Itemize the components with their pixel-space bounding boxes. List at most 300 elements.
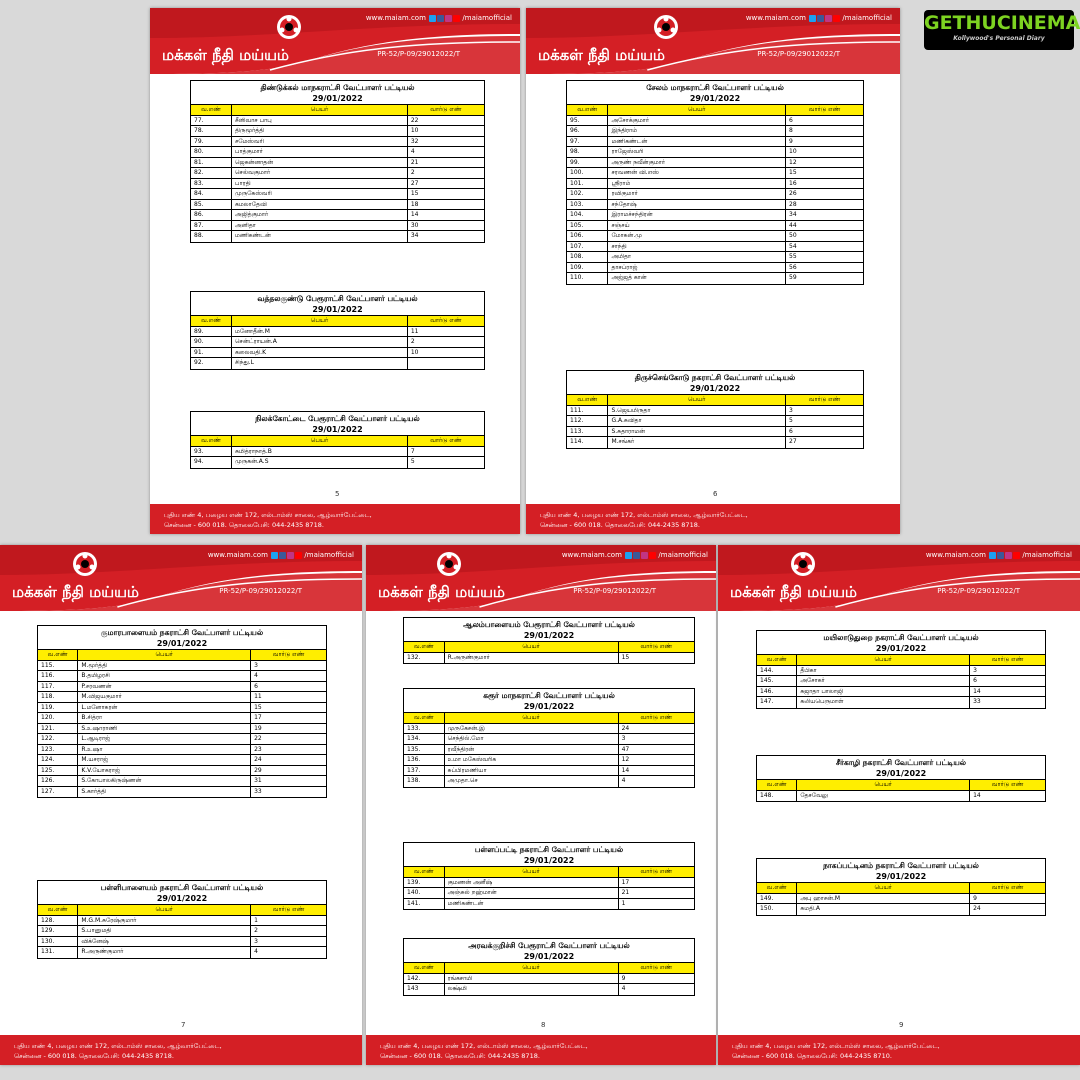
table-header-row: [757, 883, 1045, 894]
page-number: 5: [335, 490, 340, 498]
table-row: [567, 263, 863, 274]
reference-number: PR-52/P-09/29012022/T: [219, 587, 302, 595]
table-row: [191, 447, 484, 458]
table-row: [191, 168, 484, 179]
reference-number: PR-52/P-09/29012022/T: [573, 587, 656, 595]
footer-phone: சென்னை - 600 018. தொலைபேசி: 044-2435 8710.: [732, 1052, 892, 1060]
cell-name: உமா மகேஸ்வரிக: [445, 755, 619, 765]
table-row: [404, 984, 694, 995]
cell-sno: 99.: [567, 158, 608, 168]
cell-name: S.சுதாராமன்: [608, 427, 786, 437]
cell-name: அனிதா: [232, 221, 408, 231]
cell-sno: 80.: [191, 147, 232, 157]
page-number: 7: [181, 1021, 186, 1029]
col-sno: வ.எண்: [567, 395, 608, 405]
cell-sno: 121.: [38, 724, 78, 734]
table-header-row: [404, 867, 694, 878]
cell-sno: 127.: [38, 787, 78, 798]
cell-name: சீனிவாச பாபு: [232, 116, 408, 126]
cell-ward: 22: [254, 735, 262, 742]
cell-ward: 10: [410, 348, 419, 356]
twitter-icon: [625, 552, 632, 559]
cell-ward: 9: [789, 137, 793, 145]
col-sno: வ.எண்: [191, 105, 232, 115]
table-title: வத்தலகுண்டு பேரூராட்சி வேட்பாளர் பட்டியல்: [257, 294, 418, 303]
col-ward: வார்டு எண்: [640, 643, 673, 650]
table-row: [567, 437, 863, 448]
table-row: [38, 766, 326, 777]
table-row: [757, 687, 1045, 698]
cell-name: ரவிகுமார்: [608, 189, 786, 199]
page-footer: [150, 504, 520, 534]
cell-sno: 135.: [404, 745, 445, 755]
party-logo-icon: [276, 14, 302, 40]
cell-name: சிந்து.L: [232, 358, 408, 369]
table-row: [191, 126, 484, 137]
table-header-row: [567, 395, 863, 406]
col-ward: வார்டு எண்: [272, 651, 305, 658]
instagram-icon: [825, 15, 832, 22]
table-row: [191, 179, 484, 190]
cell-name: முருகேசன்.இ: [445, 724, 619, 734]
cell-sno: 129.: [38, 926, 78, 936]
table-row: [38, 692, 326, 703]
youtube-icon: [649, 552, 656, 559]
footer-phone: சென்னை - 600 018. தொலைபேசி: 044-2435 8718.: [380, 1052, 540, 1060]
candidate-table: [190, 291, 485, 370]
cell-name: P.சரவணன்: [78, 682, 251, 692]
table-row: [567, 137, 863, 148]
cell-ward: 34: [789, 211, 797, 218]
cell-name: M.மூர்த்தி: [78, 661, 251, 671]
col-sno: வ.எண்: [404, 867, 445, 877]
cell-ward: 26: [789, 190, 797, 197]
page-footer: [718, 1035, 1080, 1065]
table-row: [38, 661, 326, 672]
cell-ward: 17: [254, 714, 262, 721]
table-row: [567, 158, 863, 169]
cell-ward: 3: [621, 735, 626, 742]
twitter-icon: [429, 15, 436, 22]
footer-address: புதிய எண் 4, பழைய எண் 172, எல்டாம்ஸ் சாலை, ஆழ்வார்பேட்டை,: [540, 511, 748, 519]
col-name: பெயர்: [797, 883, 970, 893]
cell-ward: 12: [789, 158, 797, 166]
table-row: [757, 904, 1045, 915]
table-date: 29/01/2022: [567, 383, 863, 395]
cell-ward: 3: [254, 661, 258, 669]
cell-sno: 139.: [404, 878, 445, 888]
table-row: [191, 221, 484, 232]
cell-sno: 148.: [757, 791, 797, 802]
header-contacts: [366, 14, 512, 22]
table-row: [567, 273, 863, 284]
table-title: திருச்செங்கோடு நகராட்சி வேட்பாளர் பட்டியல்: [634, 373, 796, 382]
cell-name: சாந்தி: [608, 242, 786, 252]
table-row: [38, 926, 326, 937]
cell-name: S.உஷாராணி: [78, 724, 251, 734]
cell-name: L.ஆடிராஜ்: [78, 734, 251, 744]
cell-sno: 104.: [567, 210, 608, 220]
cell-ward: 3: [973, 666, 977, 674]
table-title: ஆலம்பாளையம் பேரூராட்சி வேட்பாளர் பட்டியல்: [463, 620, 635, 629]
col-name: பெயர்: [608, 105, 786, 115]
cell-name: அஜ்ஜத் கான்: [608, 273, 786, 284]
table-title: அரவக்குறிச்சி பேரூராட்சி வேட்பாளர் பட்டியல்: [468, 941, 630, 950]
party-name: மக்கள் நீதி மய்யம்: [538, 46, 666, 64]
cell-ward: 4: [621, 777, 626, 784]
cell-ward: 1: [254, 916, 258, 924]
cell-name: அஞ்சுல் றஹ்மான்: [445, 888, 619, 898]
table-row: [191, 457, 484, 468]
table-row: [191, 158, 484, 169]
cell-ward: 14: [973, 687, 981, 695]
cell-name: சுமதி.A: [797, 904, 970, 915]
page-header: [150, 8, 520, 74]
col-ward: வார்டு எண்: [991, 781, 1024, 788]
table-header-row: [38, 905, 326, 916]
cell-sno: 95.: [567, 116, 608, 126]
cell-sno: 77.: [191, 116, 232, 126]
page-header: [0, 545, 362, 611]
cell-sno: 83.: [191, 179, 232, 189]
cell-sno: 109.: [567, 263, 608, 273]
footer-address: புதிய எண் 4, பழைய எண் 172, எல்டாம்ஸ் சாலை, ஆழ்வார்பேட்டை,: [14, 1042, 222, 1050]
table-row: [567, 200, 863, 211]
table-date: 29/01/2022: [38, 638, 326, 650]
table-header-row: [191, 105, 484, 116]
candidate-table: [403, 842, 695, 910]
cell-sno: 103.: [567, 200, 608, 210]
cell-name: விக்னேஷ்: [78, 937, 251, 947]
facebook-icon: [997, 552, 1004, 559]
table-row: [757, 894, 1045, 905]
col-sno: வ.எண்: [191, 316, 232, 326]
page-header: [366, 545, 716, 611]
cell-ward: 28: [789, 200, 797, 208]
cell-sno: 144.: [757, 666, 797, 676]
reference-number: PR-52/P-09/29012022/T: [377, 50, 460, 58]
cell-name: தாசப்ராஜ்: [608, 263, 786, 273]
cell-sno: 96.: [567, 126, 608, 136]
cell-ward: 56: [789, 263, 797, 271]
cell-ward: 54: [789, 242, 797, 250]
page-header: [718, 545, 1080, 611]
cell-name: செல்வகுமார்: [232, 168, 408, 178]
cell-ward: 6: [789, 427, 793, 435]
table-header-row: [404, 713, 694, 724]
cell-sno: 92.: [191, 358, 232, 369]
youtube-icon: [295, 552, 302, 559]
table-header-row: [404, 963, 694, 974]
table-row: [404, 776, 694, 787]
table-row: [404, 755, 694, 766]
cell-ward: 15: [789, 169, 797, 176]
candidate-table: [37, 880, 327, 959]
cell-name: முருகேஸ்வரி: [232, 189, 408, 199]
cell-ward: 55: [789, 253, 797, 260]
page-number: 6: [713, 490, 718, 498]
cell-ward: 2: [410, 338, 415, 345]
table-row: [38, 713, 326, 724]
cell-ward: 16: [789, 179, 797, 187]
col-sno: வ.எண்: [38, 905, 78, 915]
table-row: [757, 791, 1045, 802]
col-ward: வார்டு எண்: [991, 884, 1024, 891]
table-row: [38, 703, 326, 714]
party-name: மக்கள் நீதி மய்யம்: [162, 46, 290, 64]
handle-text: /maiamofficial: [1022, 551, 1072, 559]
cell-ward: 8: [789, 127, 793, 134]
cell-sno: 134.: [404, 734, 445, 744]
handle-text: /maiamofficial: [304, 551, 354, 559]
cell-ward: 14: [621, 766, 630, 774]
cell-sno: 106.: [567, 231, 608, 241]
cell-ward: 2: [410, 169, 415, 176]
cell-name: சஞ்சய்: [608, 221, 786, 231]
col-name: பெயர்: [445, 867, 619, 877]
cell-ward: 4: [410, 148, 415, 155]
cell-name: ரவீந்திரன்: [445, 745, 619, 755]
website-text: www.maiam.com: [745, 14, 806, 22]
cell-sno: 130.: [38, 937, 78, 947]
cell-ward: 19: [254, 724, 262, 732]
col-name: பெயர்: [608, 395, 786, 405]
party-logo-icon: [653, 14, 679, 40]
cell-sno: 78.: [191, 126, 232, 136]
table-row: [191, 137, 484, 148]
cell-ward: 5: [410, 458, 415, 465]
cell-ward: 6: [789, 116, 793, 124]
cell-sno: 125.: [38, 766, 78, 776]
cell-name: M.விஜயகுமார்: [78, 692, 251, 702]
cell-name: G.A.சுவிதா: [608, 416, 786, 426]
cell-name: அசோகர்: [797, 676, 970, 686]
col-ward: வார்டு எண்: [430, 106, 462, 113]
candidate-table: [403, 688, 695, 788]
document-page-6: [526, 8, 900, 534]
instagram-icon: [287, 552, 294, 559]
col-ward: வார்டு எண்: [430, 437, 462, 444]
table-row: [404, 734, 694, 745]
col-sno: வ.எண்: [757, 780, 797, 790]
table-row: [567, 116, 863, 127]
table-row: [38, 682, 326, 693]
cell-sno: 85.: [191, 200, 232, 210]
table-date: 29/01/2022: [38, 893, 326, 905]
table-row: [38, 734, 326, 745]
cell-sno: 114.: [567, 437, 608, 448]
footer-address: புதிய எண் 4, பழைய எண் 172, எல்டாம்ஸ் சாலை, ஆழ்வார்பேட்டை,: [380, 1042, 588, 1050]
facebook-icon: [633, 552, 640, 559]
candidate-table: [756, 630, 1046, 709]
cell-name: R.அருண்குமார்: [445, 653, 619, 664]
col-name: பெயர்: [232, 436, 408, 446]
cell-ward: [408, 358, 484, 369]
col-name: பெயர்: [445, 713, 619, 723]
cell-sno: 117.: [38, 682, 78, 692]
cell-name: B.தமிழரசி: [78, 671, 251, 681]
table-date: 29/01/2022: [404, 630, 694, 642]
table-row: [404, 745, 694, 756]
col-ward: வார்டு எண்: [640, 714, 673, 721]
facebook-icon: [437, 15, 444, 22]
col-ward: வார்டு எண்: [808, 396, 841, 403]
cell-name: K.V.யோகராஜ்: [78, 766, 251, 776]
cell-name: கலைவதி.K: [232, 348, 408, 358]
col-name: பெயர்: [797, 780, 970, 790]
cell-name: அசோக்குமார்: [608, 116, 786, 126]
table-header-row: [191, 436, 484, 447]
header-contacts: [208, 551, 354, 559]
table-title: நாகப்பட்டினம் நகராட்சி வேட்பாளர் பட்டியல்: [823, 861, 979, 870]
cell-ward: 10: [789, 148, 797, 155]
party-logo-icon: [790, 551, 816, 577]
cell-name: L.மனோகரன்: [78, 703, 251, 713]
cell-ward: 1: [621, 899, 626, 907]
footer-address: புதிய எண் 4, பழைய எண் 172, எல்டாம்ஸ் சாலை, ஆழ்வார்பேட்டை,: [732, 1042, 940, 1050]
cell-sno: 88.: [191, 231, 232, 242]
cell-sno: 79.: [191, 137, 232, 147]
page-footer: [526, 504, 900, 534]
table-title: சேலம் மாநகராட்சி வேட்பாளர் பட்டியல்: [646, 83, 784, 92]
table-row: [38, 937, 326, 948]
cell-sno: 89.: [191, 327, 232, 337]
cell-sno: 140.: [404, 888, 445, 898]
cell-ward: 10: [410, 127, 419, 134]
handle-text: /maiamofficial: [658, 551, 708, 559]
cell-name: பாரதி: [232, 179, 408, 189]
cell-ward: 12: [621, 756, 630, 763]
footer-phone: சென்னை - 600 018. தொலைபேசி: 044-2435 8718.: [540, 521, 700, 529]
candidate-table: [37, 625, 327, 798]
table-row: [191, 358, 484, 369]
col-name: பெயர்: [232, 316, 408, 326]
cell-name: மோகன்.மு: [608, 231, 786, 241]
handle-text: /maiamofficial: [842, 14, 892, 22]
cell-ward: 32: [410, 137, 419, 145]
cell-sno: 131.: [38, 947, 78, 958]
cell-sno: 87.: [191, 221, 232, 231]
cell-ward: 6: [973, 677, 977, 684]
cell-sno: 102.: [567, 189, 608, 199]
table-date: 29/01/2022: [404, 855, 694, 867]
cell-ward: 24: [254, 756, 262, 763]
facebook-icon: [817, 15, 824, 22]
cell-name: S.கார்த்தி: [78, 787, 251, 798]
cell-ward: 14: [973, 791, 981, 799]
table-row: [191, 116, 484, 127]
table-row: [567, 242, 863, 253]
cell-sno: 86.: [191, 210, 232, 220]
instagram-icon: [1005, 552, 1012, 559]
cell-ward: 11: [410, 327, 419, 335]
cell-name: M.G.M.சுரேஷ்குமார்: [78, 916, 251, 926]
table-title: மயிலாடுதுறை நகராட்சி வேட்பாளர் பட்டியல்: [823, 633, 979, 642]
table-row: [191, 147, 484, 158]
col-sno: வ.எண்: [191, 436, 232, 446]
cell-name: சுமித்ராநாத்.B: [232, 447, 408, 457]
table-row: [191, 327, 484, 338]
cell-ward: 34: [410, 232, 419, 239]
cell-ward: 4: [254, 672, 258, 679]
table-row: [191, 337, 484, 348]
cell-name: திருமூர்த்தி: [232, 126, 408, 136]
cell-name: ராஜேஸ்வரி: [608, 147, 786, 157]
table-row: [757, 697, 1045, 708]
table-date: 29/01/2022: [191, 424, 484, 436]
cell-ward: 22: [410, 116, 419, 124]
table-row: [191, 189, 484, 200]
watermark-logo: GETHUCINEMA Kollywood's Personal Diary: [924, 10, 1074, 50]
party-logo-icon: [436, 551, 462, 577]
cell-ward: 21: [410, 158, 419, 166]
cell-name: முருகன்.A.S: [232, 457, 408, 468]
cell-name: மணிகண்டன்: [608, 137, 786, 147]
cell-ward: 9: [621, 974, 626, 982]
cell-ward: 27: [789, 438, 797, 445]
page-header: [526, 8, 900, 74]
col-sno: வ.எண்: [567, 105, 608, 115]
cell-ward: 27: [410, 179, 419, 187]
table-row: [404, 653, 694, 664]
cell-name: லக்ஷ்மி: [445, 984, 619, 995]
reference-number: PR-52/P-09/29012022/T: [757, 50, 840, 58]
table-header-row: [757, 780, 1045, 791]
col-ward: வார்டு எண்: [272, 906, 305, 913]
cell-ward: 33: [973, 698, 981, 705]
cell-ward: 14: [410, 211, 419, 218]
table-date: 29/01/2022: [757, 768, 1045, 780]
table-row: [38, 671, 326, 682]
twitter-icon: [809, 15, 816, 22]
cell-ward: 31: [254, 777, 262, 784]
table-row: [404, 724, 694, 735]
cell-sno: 123.: [38, 745, 78, 755]
cell-sno: 126.: [38, 776, 78, 786]
cell-ward: 2: [254, 927, 258, 934]
cell-name: B.சித்ரா: [78, 713, 251, 723]
cell-ward: 5: [789, 417, 793, 424]
cell-name: கமலாதேவி: [232, 200, 408, 210]
party-name: மக்கள் நீதி மய்யம்: [730, 583, 858, 601]
reference-number: PR-52/P-09/29012022/T: [937, 587, 1020, 595]
table-date: 29/01/2022: [404, 951, 694, 963]
cell-sno: 90.: [191, 337, 232, 347]
table-row: [567, 231, 863, 242]
cell-ward: 15: [621, 653, 630, 661]
table-row: [404, 888, 694, 899]
header-contacts: [562, 551, 708, 559]
cell-name: சென்ட்ராயன்.A: [232, 337, 408, 347]
cell-sno: 116.: [38, 671, 78, 681]
table-row: [567, 126, 863, 137]
col-sno: வ.எண்: [404, 963, 445, 973]
cell-name: தேசவேலு: [797, 791, 970, 802]
cell-ward: 24: [973, 905, 981, 912]
website-text: www.maiam.com: [925, 551, 986, 559]
col-name: பெயர்: [78, 905, 251, 915]
footer-phone: சென்னை - 600 018. தொலைபேசி: 044-2435 8718.: [14, 1052, 174, 1060]
cell-ward: 33: [254, 787, 262, 795]
table-row: [38, 947, 326, 958]
cell-name: பாத்குமார்: [232, 147, 408, 157]
cell-ward: 15: [410, 190, 419, 197]
table-header-row: [38, 650, 326, 661]
table-title: சீர்காழி நகராட்சி வேட்பாளர் பட்டியல்: [835, 758, 967, 767]
cell-name: சுப்பிரமணியா: [445, 766, 619, 776]
cell-sno: 142.: [404, 974, 445, 984]
col-sno: வ.எண்: [38, 650, 78, 660]
